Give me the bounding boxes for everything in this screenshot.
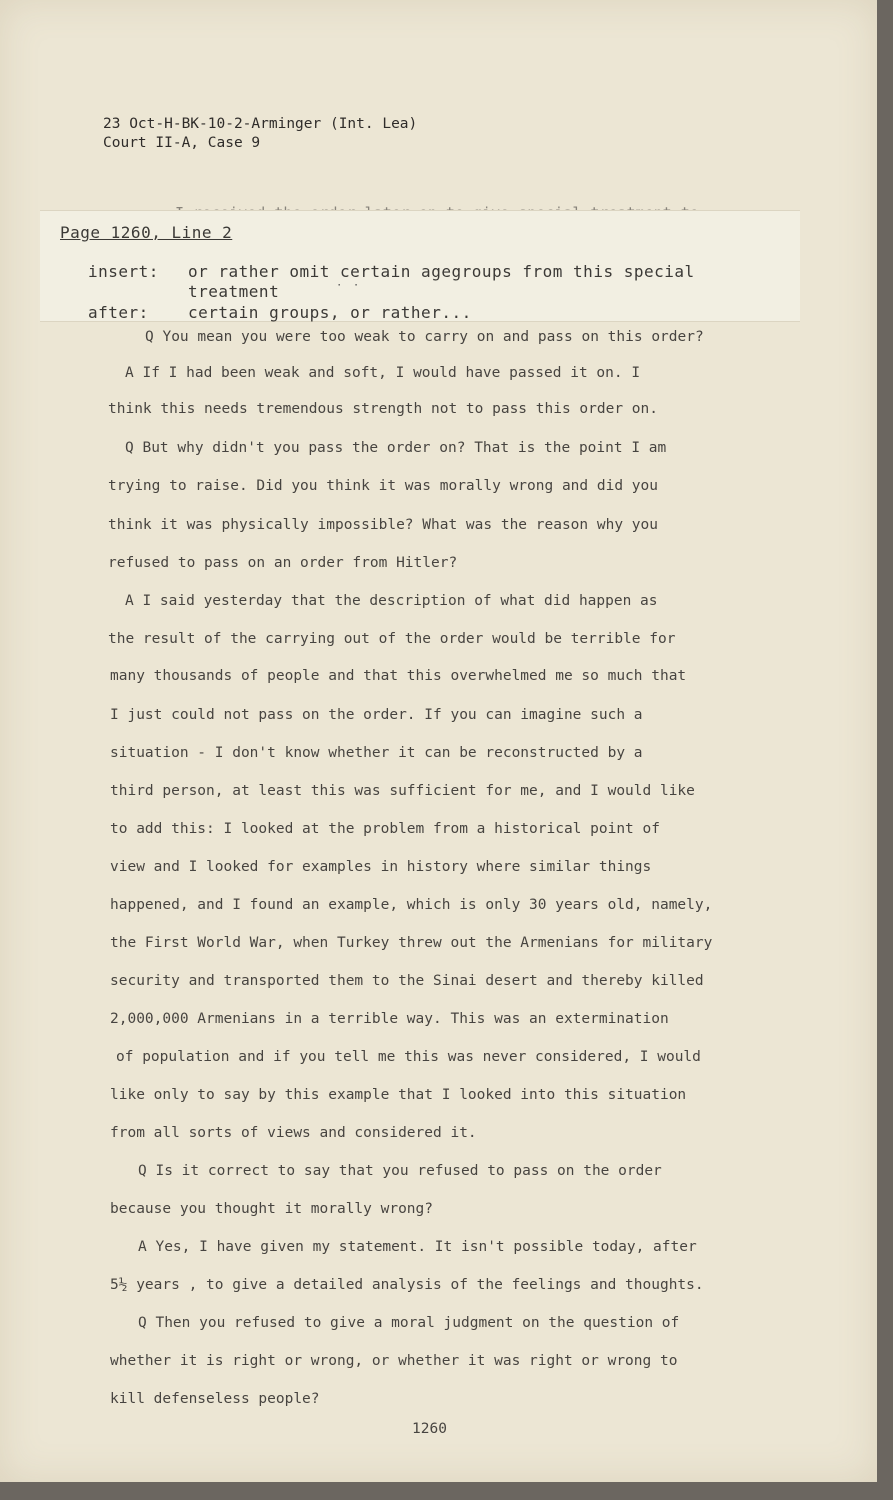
insert-text: or rather omit certain agegroups from this special [188,262,695,281]
body-line-7: refused to pass on an order from Hitler? [108,555,458,571]
body-line-6: think it was physically impossible? What was the reason why you [108,517,658,533]
body-line-21: like only to say by this example that I looked into this situation [110,1087,687,1103]
body-line-10: many thousands of people and that this overwhelmed me so much that [110,668,687,684]
header-line-1: 23 Oct-H-BK-10-2-Arminger (Int. Lea) [103,116,418,132]
body-line-23: Q Is it correct to say that you refused to pass on the order [138,1163,662,1179]
body-line-18: security and transported them to the Sinai desert and thereby killed [110,973,704,989]
body-line-11: I just could not pass on the order. If you can imagine such a [110,707,643,723]
body-line-9: the result of the carrying out of the order would be terrible for [108,631,676,647]
body-line-20: of population and if you tell me this was never considered, I would [116,1049,701,1065]
body-line-4: Q But why didn't you pass the order on? That is the point I am [125,440,667,456]
body-line-15: view and I looked for examples in history where similar things [110,859,652,875]
body-line-17: the First World War, when Turkey threw out the Armenians for military [110,935,713,951]
body-line-8: A I said yesterday that the description of what did happen as [125,593,658,609]
page-reference: Page 1260, Line 2 [60,223,233,242]
body-line-27: Q Then you refused to give a moral judgment on the question of [138,1315,680,1331]
body-line-24: because you thought it morally wrong? [110,1201,434,1217]
page-number: 1260 [412,1421,447,1437]
body-line-26: 5½ years , to give a detailed analysis of the feelings and thoughts. [110,1277,704,1293]
body-line-16: happened, and I found an example, which is only 30 years old, namely, [110,897,713,913]
body-line-5: trying to raise. Did you think it was morally wrong and did you [108,478,658,494]
stray-marks: ˙ ˙ [335,283,361,299]
body-line-25: A Yes, I have given my statement. It isn't possible today, after [138,1239,697,1255]
body-line-3: think this needs tremendous strength not to pass this order on. [108,401,658,417]
body-line-29: kill defenseless people? [110,1391,320,1407]
body-line-22: from all sorts of views and considered it. [110,1125,477,1141]
body-line-2: A If I had been weak and soft, I would have passed it on. I [125,365,641,381]
header-line-2: Court II-A, Case 9 [103,135,261,151]
after-label: after: [88,303,149,322]
body-line-14: to add this: I looked at the problem from a historical point of [110,821,660,837]
insert-text-continued: treatment [188,282,280,301]
body-line-13: third person, at least this was sufficient for me, and I would like [110,783,695,799]
body-line-1: Q You mean you were too weak to carry on and pass on this order? [145,329,704,345]
body-line-19: 2,000,000 Armenians in a terrible way. This was an extermination [110,1011,669,1027]
after-text: certain groups, or rather... [188,303,472,322]
insert-slip [40,210,800,322]
insert-label: insert: [88,262,159,281]
body-line-28: whether it is right or wrong, or whether it was right or wrong to [110,1353,678,1369]
body-line-12: situation - I don't know whether it can be reconstructed by a [110,745,643,761]
